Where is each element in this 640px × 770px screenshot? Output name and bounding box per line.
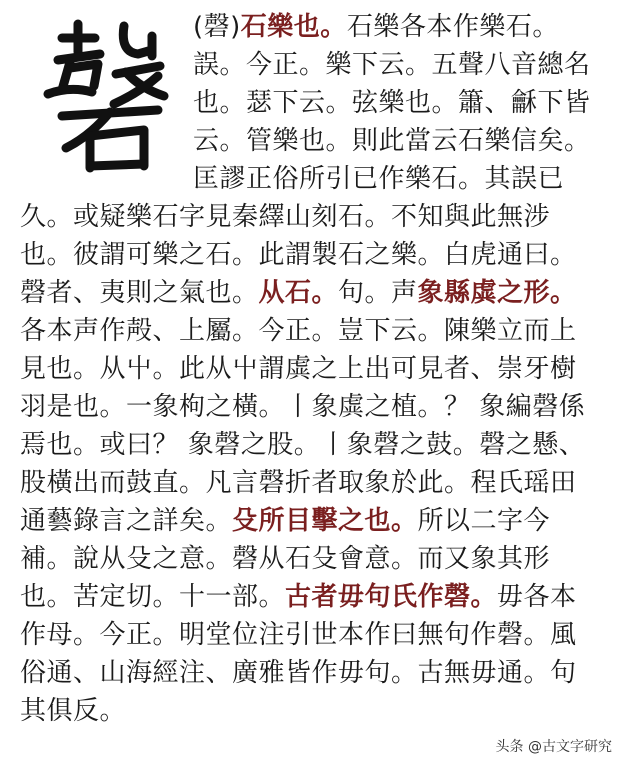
text-span: 石樂各本作樂石。: [346, 12, 559, 42]
text-line-19: [20, 696, 126, 726]
highlighted-text: 石樂也。: [240, 12, 347, 42]
text-line-1: [193, 12, 559, 42]
text-span: 也。瑟下云。弦樂也。簫、龢下皆: [193, 88, 591, 118]
text-span: 也。苦定切。十一部。: [20, 582, 286, 612]
text-span: 羽是也。一象枸之橫。丨象虡之植。？ 象編磬係: [20, 392, 586, 422]
text-line-18: [20, 658, 577, 688]
text-span: 也。彼謂可樂之石。此謂製石之樂。白虎通曰。: [20, 240, 577, 270]
text-line-7: [20, 240, 577, 270]
text-line-6: [20, 202, 550, 232]
text-span: 匡謬正俗所引已作樂石。其誤已: [193, 164, 565, 194]
text-line-12: [20, 430, 585, 460]
text-span: 磬者、夷則之氣也。: [20, 278, 259, 308]
text-line-2: [193, 50, 591, 80]
highlighted-text: 从石。: [258, 278, 339, 308]
text-span: 句。声: [338, 278, 418, 308]
text-span: 焉也。或曰？ 象磬之股。丨象磬之鼓。磬之懸、: [20, 430, 586, 460]
text-line-14: [20, 506, 550, 536]
watermark-attribution: 头条 @古文字研究: [495, 739, 612, 755]
text-span: 毋各本: [497, 582, 577, 612]
text-span: 作母。今正。明堂位注引世本作曰無句作磬。風: [20, 620, 577, 650]
text-line-5: [193, 164, 564, 194]
highlighted-text: 殳所目擊之也。: [232, 506, 418, 536]
text-span: 補。說从殳之意。磬从石殳會意。而又象其形: [20, 544, 551, 574]
text-span: 通藝錄言之詳矣。: [20, 506, 233, 536]
highlighted-text: 象縣虡之形。: [417, 278, 577, 308]
seal-character-image: [40, 12, 180, 177]
text-line-3: [193, 88, 591, 118]
text-line-13: [20, 468, 577, 498]
text-span: 俗通、山海經注、廣雅皆作毋句。古無毋通。句: [20, 658, 577, 688]
text-line-11: [20, 392, 585, 422]
text-span: 見也。从屮。此从屮謂虡之上出可見者、崇牙樹: [20, 354, 577, 384]
text-span: 云。管樂也。則此當云石樂信矣。: [193, 126, 591, 156]
text-span: 股橫出而鼓直。凡言磬折者取象於此。程氏瑶田: [20, 468, 577, 498]
highlighted-text: 古者毋句氏作磬。: [285, 582, 498, 612]
seal-script-icon: [40, 12, 180, 177]
text-line-4: [193, 126, 591, 156]
text-line-10: [20, 354, 577, 384]
text-span: 久。或疑樂石字見秦繹山刻石。不知與此無涉: [20, 202, 551, 232]
text-span: 所以二字今: [417, 506, 551, 536]
text-line-17: [20, 620, 577, 650]
text-span: 各本声作殸、上屬。今正。豈下云。陳樂立而上: [20, 316, 577, 346]
text-span: (磬): [193, 12, 241, 42]
text-span: 誤。今正。樂下云。五聲八音總名: [193, 50, 591, 80]
text-span: 其俱反。: [20, 696, 127, 726]
text-line-15: [20, 544, 550, 574]
text-line-9: [20, 316, 577, 346]
text-line-16: [20, 582, 577, 612]
text-line-8: [20, 278, 577, 308]
